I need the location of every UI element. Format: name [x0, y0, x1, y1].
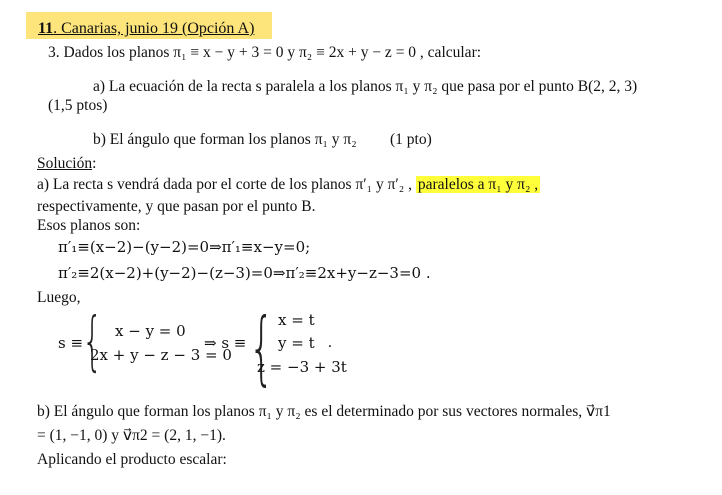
- system1-equation-1: x − y = 0: [115, 322, 186, 340]
- system1-equation-2: 2x + y − z − 3 = 0: [90, 346, 232, 364]
- solution-colon: :: [92, 155, 97, 172]
- solution-a-intro: [37, 176, 540, 194]
- line-s-label: s ≡: [58, 334, 84, 352]
- solution-b-line1: b) El ángulo que forman los planos π₁ y π₂ es el determinado por sus vectores normales, v⃗π1: [37, 403, 611, 420]
- problem-part-b: b) El ángulo que forman los planos π₁ y π₂: [93, 131, 357, 148]
- exercise-title-text: . Canarias, junio 19 (Opción A): [53, 20, 255, 37]
- implies-s: ⇒ s ≡: [204, 334, 247, 352]
- exercise-number: 11: [38, 20, 54, 37]
- exercise-title: [38, 20, 254, 38]
- highlighted-text: paralelos a π₁ y π₂ ,: [417, 176, 539, 193]
- plane-equation-1: π′₁≡(x−2)−(y−2)=0⇒π′₁≡x−y=0;: [58, 238, 311, 256]
- left-brace-system-2: {: [248, 301, 275, 394]
- solution-a-intro-text: a) La recta s vendrá dada por el corte de los planos π′₁ y π′₂ ,: [37, 176, 412, 193]
- parametric-y: y = t: [278, 334, 315, 352]
- problem-part-b-points: (1 pto): [390, 131, 432, 148]
- problem-part-a-points: (1,5 ptos): [48, 97, 108, 114]
- problem-statement: 3. Dados los planos π₁ ≡ x − y + 3 = 0 y π₂ ≡ 2x + y − z = 0 , calcular:: [48, 44, 482, 61]
- parametric-end: .: [328, 334, 332, 351]
- problem-part-a: a) La ecuación de la recta s paralela a los planos π₁ y π₂ que pasa por el punto B(2, 2, 3): [93, 78, 638, 95]
- plane-equation-2: π′₂≡2(x−2)+(y−2)−(z−3)=0⇒π′₂≡2x+y−z−3=0 .: [58, 264, 431, 282]
- luego-text: Luego,: [37, 289, 81, 306]
- solution-b-line3: Aplicando el producto escalar:: [37, 451, 227, 468]
- parametric-z: z = −3 + 3t: [257, 358, 347, 376]
- solution-a-intro-line2: respectivamente, y que pasan por el punto B.: [37, 198, 316, 215]
- left-brace-system-1: {: [82, 305, 103, 379]
- solution-label: Solución: [37, 155, 93, 172]
- parametric-x: x = t: [278, 311, 315, 329]
- solution-b-line2: = (1, −1, 0) y v⃗π2 = (2, 1, −1).: [37, 427, 226, 444]
- solution-heading: [37, 155, 96, 173]
- planes-intro: Esos planos son:: [37, 217, 141, 234]
